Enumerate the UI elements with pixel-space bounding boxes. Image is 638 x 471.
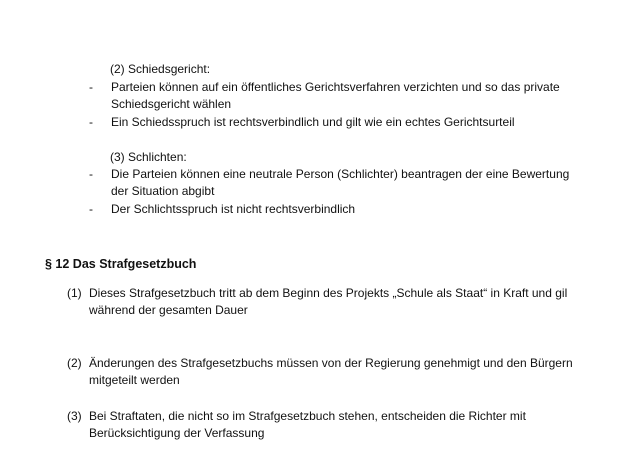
bullet-text: der Situation abgibt <box>111 184 215 198</box>
paragraph-number: (1) <box>67 286 82 300</box>
bullet-text: Ein Schiedsspruch ist rechtsverbindlich und gilt wie ein echtes Gerichtsurteil <box>111 115 515 129</box>
bullet-marker: - <box>89 202 93 216</box>
bullet-text: Die Parteien können eine neutrale Person (Schlichter) beantragen der eine Bewertung <box>111 167 570 181</box>
schiedsgericht-header: (2) Schiedsgericht: <box>110 62 211 76</box>
bullet-marker: - <box>89 115 93 129</box>
section-title: § 12 Das Strafgesetzbuch <box>45 257 197 271</box>
paragraph-number: (2) <box>67 356 82 370</box>
bullet-text: Schiedsgericht wählen <box>111 97 232 111</box>
paragraph-text: Änderungen des Strafgesetzbuchs müssen von der Regierung genehmigt und den Bürgern <box>89 356 573 370</box>
paragraph-number: (3) <box>67 409 82 423</box>
schlichten-header: (3) Schlichten: <box>110 150 187 164</box>
paragraph-text: Dieses Strafgesetzbuch tritt ab dem Beginn des Projekts „Schule als Staat“ in Kraft und gil <box>89 286 568 300</box>
bullet-text: Parteien können auf ein öffentliches Gerichtsverfahren verzichten und so das private <box>111 80 560 94</box>
paragraph-text: Bei Straftaten, die nicht so im Strafgesetzbuch stehen, entscheiden die Richter mit <box>89 409 526 423</box>
bullet-marker: - <box>89 167 93 181</box>
paragraph-text: während der gesamten Dauer <box>89 303 248 317</box>
paragraph-text: Berücksichtigung der Verfassung <box>89 426 265 440</box>
bullet-text: Der Schlichtsspruch ist nicht rechtsverbindlich <box>111 202 356 216</box>
bullet-marker: - <box>89 80 93 94</box>
paragraph-text: mitgeteilt werden <box>89 373 180 387</box>
